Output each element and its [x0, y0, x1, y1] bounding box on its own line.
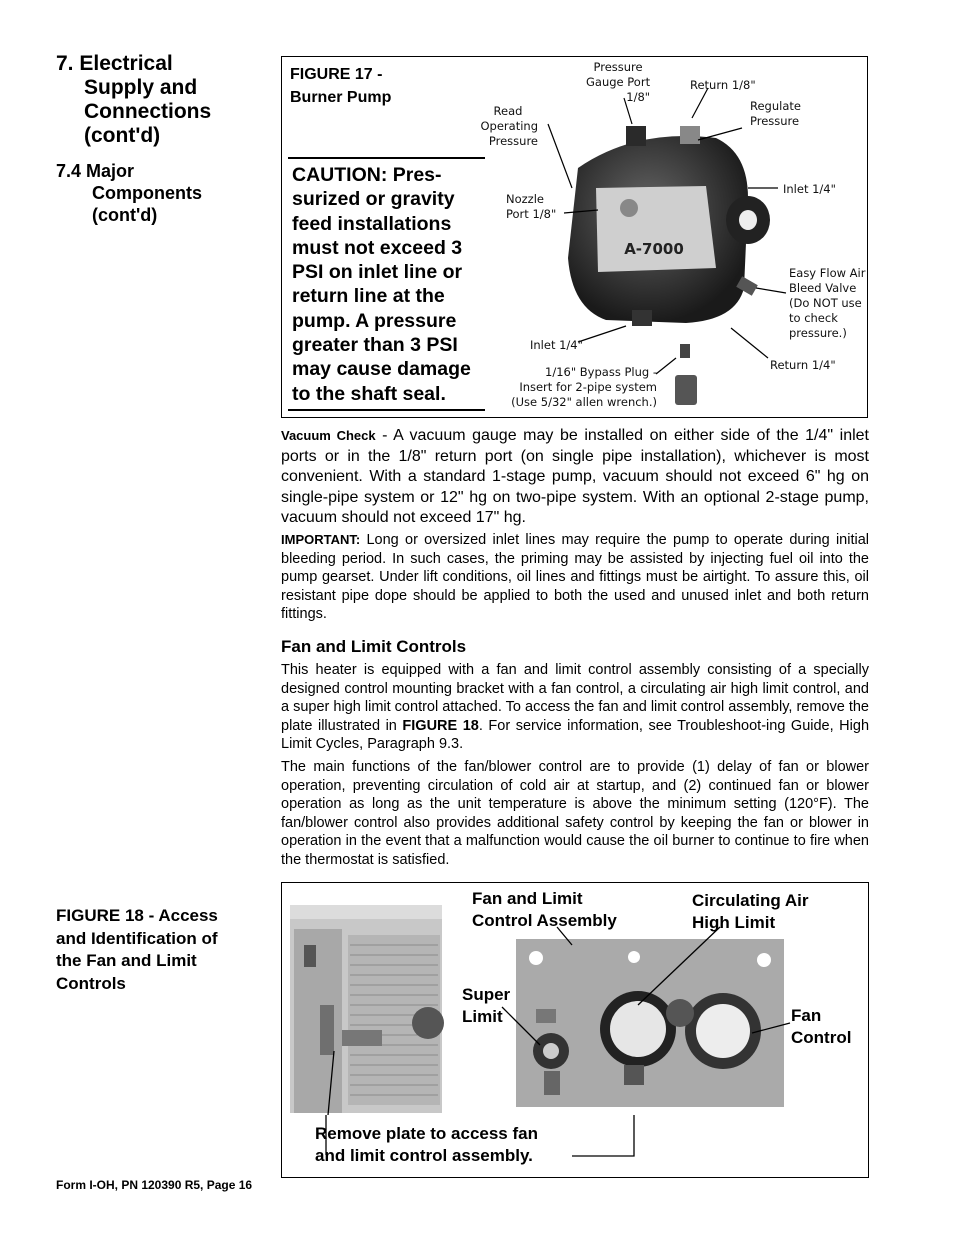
- label-text: Nozzle: [506, 192, 544, 206]
- label-pressure-gauge-port: [586, 60, 650, 105]
- fan-limit-heading: Fan and Limit Controls: [281, 637, 467, 656]
- label-return-1-4: Return 1/4": [770, 358, 836, 372]
- label-text: Circulating Air: [692, 891, 809, 910]
- title-line-4: (cont'd): [84, 124, 161, 147]
- title-line-3: Connections: [84, 100, 212, 123]
- label-text: Limit: [462, 1007, 503, 1026]
- vacuum-check-lead: Vacuum Check: [281, 428, 376, 443]
- figure-17-title: [290, 63, 391, 109]
- label-text: Easy Flow Air: [789, 266, 866, 280]
- label-text: Operating: [480, 119, 538, 133]
- label-text: pressure.): [789, 326, 847, 340]
- label-text: Pressure: [750, 114, 800, 128]
- fan-limit-paragraph-1: [281, 661, 869, 754]
- section-title: [56, 52, 211, 148]
- label-text: High Limit: [692, 913, 776, 932]
- important-lead: IMPORTANT:: [281, 532, 361, 547]
- label-text: Bleed Valve: [789, 281, 857, 295]
- vacuum-check-paragraph: [281, 426, 869, 529]
- label-text: (Use 5/32" allen wrench.): [511, 395, 657, 409]
- figure-17-title-line-1: FIGURE 17 -: [290, 66, 383, 83]
- label-text: Pressure: [593, 60, 643, 74]
- pump-model-text: A-7000: [624, 240, 684, 258]
- label-text: Fan and Limit: [472, 889, 583, 908]
- label-read-operating-pressure: [478, 104, 538, 149]
- pump-face-plate: [596, 186, 716, 272]
- label-text: Read: [493, 104, 523, 118]
- label-text: Insert for 2-pipe system: [519, 380, 657, 394]
- section-subtitle: [56, 160, 202, 226]
- label-bypass-plug: [509, 365, 657, 410]
- label-super-limit: [462, 984, 510, 1028]
- caution-text: CAUTION: Pres-surized or gravity feed installations must not exceed 3 PSI on inlet line or return line at the pump. A pressure greater than 3 PSI may cause damage to the shaft seal.: [292, 164, 471, 405]
- bypass-plug: [680, 344, 690, 358]
- label-text: Control: [791, 1028, 852, 1047]
- label-fan-limit-assembly: [472, 888, 617, 932]
- label-inlet-right: Inlet 1/4": [783, 182, 836, 196]
- label-fan-control: [791, 1005, 851, 1049]
- subtitle-line-3: (cont'd): [92, 205, 158, 225]
- subtitle-line-1: 7.4 Major: [56, 161, 135, 181]
- fan-limit-p1-text: This heater is equipped with a fan and limit control assembly consisting of a specially designed control mounting bracket with a fan control, a circulating air high limit control, and a super high limit control attached. To access the fan and limit control assembly, remove the plate illustrated in: [281, 662, 869, 734]
- important-paragraph: [281, 531, 869, 624]
- label-text: Remove plate to access fan: [315, 1124, 538, 1143]
- fan-limit-illustration: [290, 905, 850, 1160]
- caution-bottom-rule: [288, 409, 485, 411]
- figure-18-caption: FIGURE 18 - Access and Identification of the Fan and Limit Controls: [56, 906, 218, 993]
- page-footer: Form I-OH, PN 120390 R5, Page 16: [56, 1178, 253, 1192]
- title-line-2: Supply and: [84, 76, 198, 99]
- label-text: Super: [462, 985, 511, 1004]
- heater-side-panel: [294, 929, 342, 1113]
- label-circulating-air-high-limit: [692, 890, 809, 934]
- label-text: Control Assembly: [472, 911, 617, 930]
- label-text: Fan: [791, 1006, 822, 1025]
- label-nozzle-port: [506, 192, 556, 222]
- bottom-inlet-fitting: [632, 310, 652, 326]
- bypass-plug-insert: [675, 375, 697, 405]
- label-bleed-valve: [789, 266, 865, 341]
- fan-limit-p1-text-end: . For service information, see Troubleshoot-ing Guide, High Limit Cycles, Paragraph 9.3.: [281, 717, 870, 753]
- label-return-1-8: Return 1/8": [690, 78, 756, 92]
- figure-17-title-line-2: Burner Pump: [290, 89, 392, 106]
- label-text: to check: [789, 311, 838, 325]
- figure-18-reference: FIGURE 18: [402, 717, 479, 734]
- label-text: 1/16" Bypass Plug -: [545, 365, 657, 379]
- label-text: and limit control assembly.: [315, 1146, 533, 1165]
- vacuum-check-text: - A vacuum gauge may be installed on either side of the 1/4" inlet ports or in the 1/8" return port (on single pipe installation), whichever is most convenient. With a standard 1-stage pump, vacuum should not exceed 6" hg on single-pipe system or 12" hg on two-pipe system. With an optional 2-stage pump, vacuum should not exceed 17" hg.: [281, 427, 869, 526]
- label-regulate-pressure: [750, 99, 801, 129]
- fan-limit-paragraph-2: The main functions of the fan/blower control are to provide (1) delay of fan or blower operation, preventing circulation of cold air at startup, and (2) continued fan or blower operation as long as the unit temperature is above the minimum setting (120°F). The fan/blower control also provides additional safety control by keeping the fan or blower in operation in the event that a malfunction would cause the oil burner to continue to fire when the thermostat is satisfied.: [281, 759, 869, 868]
- label-text: Pressure: [488, 134, 538, 148]
- label-text: 1/8": [626, 90, 651, 104]
- burner-motor: [412, 1007, 444, 1039]
- label-text: Regulate: [750, 99, 801, 113]
- label-remove-plate: [315, 1123, 538, 1167]
- label-text: (Do NOT use: [789, 296, 862, 310]
- important-text: Long or oversized inlet lines may require the pump to operate during initial bleeding period. In such cases, the priming may be assisted by injecting fuel oil into the pump gearset. Under lift conditions, oil lines and fittings must be airtight. To assure this, oil resistant pipe dope should be applied to both the used and unused inlet and both return fittings.: [281, 532, 869, 623]
- caution-top-rule: [288, 157, 485, 159]
- title-line-1: 7. Electrical: [56, 52, 173, 75]
- label-text: Port 1/8": [506, 207, 557, 221]
- gauge-port-fitting: [626, 126, 646, 146]
- access-plate: [320, 1005, 334, 1055]
- return-port-fitting: [680, 126, 700, 144]
- label-inlet-bottom: Inlet 1/4": [530, 338, 583, 352]
- subtitle-line-2: Components: [92, 183, 202, 203]
- label-text: Gauge Port: [586, 75, 651, 89]
